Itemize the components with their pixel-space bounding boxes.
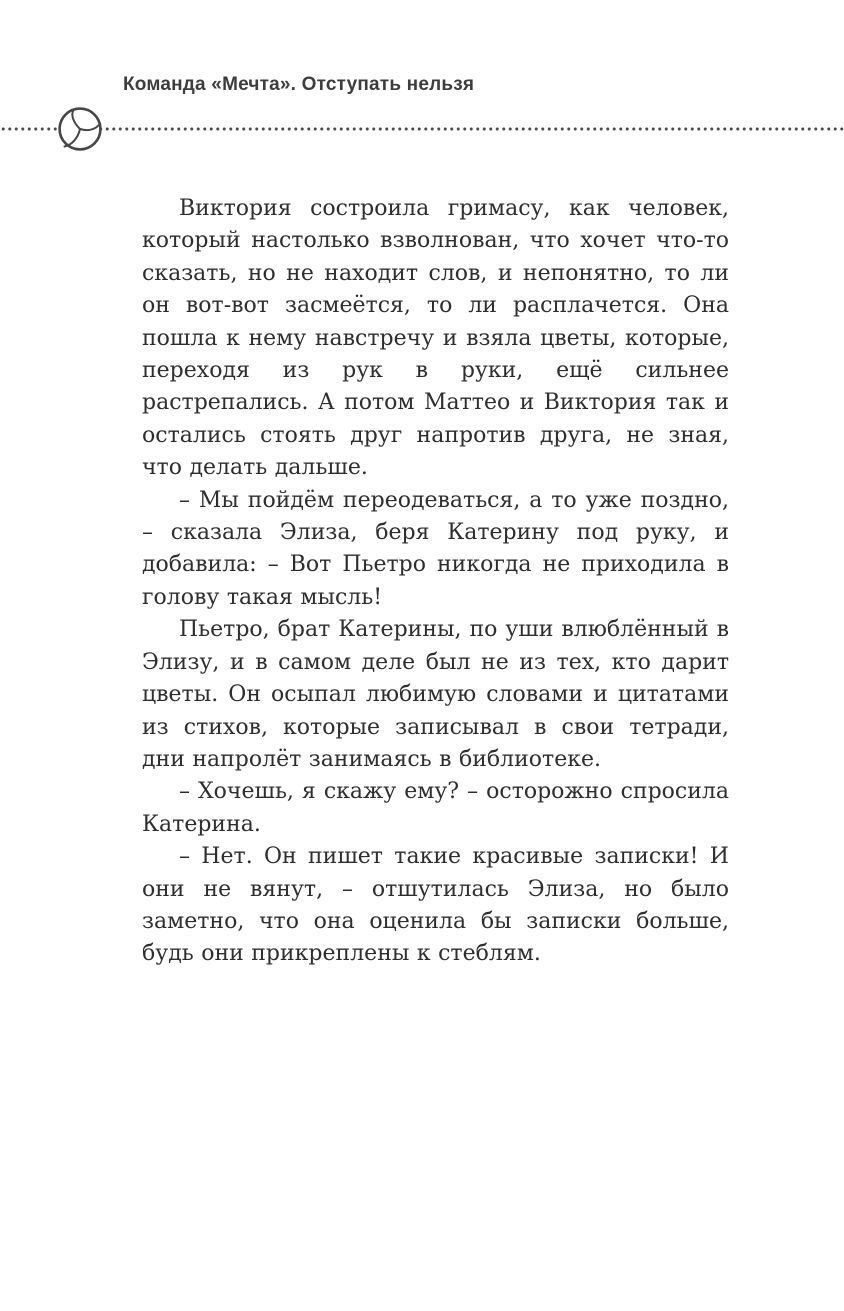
volleyball-icon: [56, 105, 104, 153]
paragraph: – Мы пойдём переодеваться, а то уже поздно, – сказала Элиза, беря Катерину под руку, и добавила: – Вот Пьетро никогда не приходила в голову такая мысль!: [142, 487, 729, 610]
page-text: [142, 193, 729, 971]
dotted-divider: [0, 126, 844, 132]
running-header: Команда «Мечта». Отступать нельзя: [123, 74, 475, 95]
paragraph: – Нет. Он пишет такие красивые записки! И они не вянут, – отшутилась Элиза, но было заметно, что она оценила бы записки больше, будь они прикреплены к стеблям.: [142, 844, 729, 967]
paragraph: Пьетро, брат Катерины, по уши влюблённый в Элизу, и в самом деле был не из тех, кто дарит цветы. Он осыпал любимую словами и цитатами из стихов, которые записывал в свои тетради, дни напролёт занимаясь в библиотеке.: [142, 617, 729, 772]
paragraph: Виктория состроила гримасу, как человек, который настолько взволнован, что хочет что-то сказать, но не находит слов, и непонятно, то ли он вот-вот засмеётся, то ли расплачется. Она пошла к нему навстречу и взяла цветы, которые, переходя из рук в руки, ещё сильнее растрепались. А потом Маттео и Виктория так и остались стоять друг напротив друга, не зная, что делать дальше.: [142, 196, 729, 481]
paragraph: – Хочешь, я скажу ему? – осторожно спросила Катерина.: [142, 779, 729, 837]
